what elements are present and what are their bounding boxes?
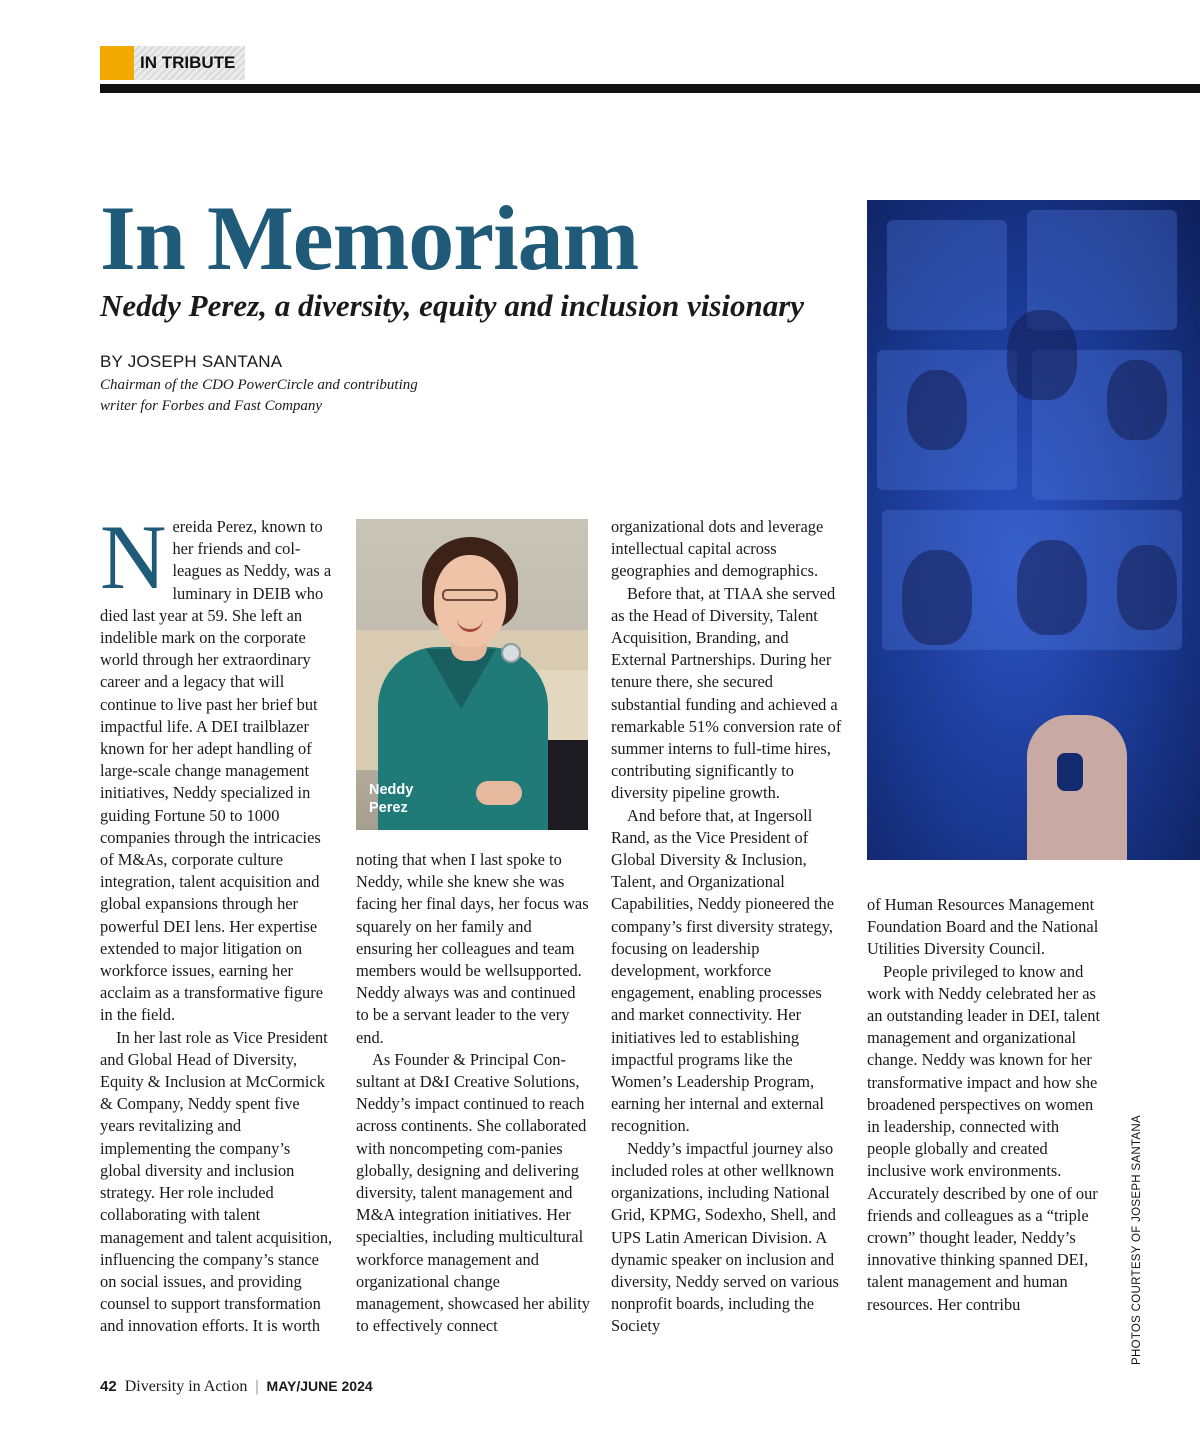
article-paragraph: People privileged to know and work with Neddy celebrated her as an outstanding leader in DEI, talent management and organizational change. Neddy was known for her transformative impact and how she broadened perspectives on women in leadership, connected with people globally and created inclusive work environments. Accurately described by one of our friends and colleagues as a “triple crown” thought leader, Neddy’s innovative thinking spanned DEI, talent management and human resources. Her contribu bbox=[867, 961, 1101, 1314]
issue-date: MAY/JUNE 2024 bbox=[266, 1378, 373, 1394]
article-column-3 bbox=[611, 516, 845, 1338]
headline: In Memoriam bbox=[100, 187, 639, 289]
article-paragraph: ereida Perez, known to her friends and colleagues as Neddy, was a luminary in DEIB who died last year at 59. She left an indelible mark on the corporate world through her extraordinary career and a legacy that will continue to live past her brief but impactful life. A DEI trailblazer known for her adept handling of large-scale change management initiatives, Neddy specialized in guiding Fortune 50 to 1000 companies through the intricacies of M&As, corporate culture integration, talent acquisition and global expansions through her powerful DEI lens. Her expertise extended to major litigation on workforce issues, earning her acclaim as a transformative figure in the field. bbox=[100, 517, 332, 1025]
article-paragraph: of Human Resources Management Foundation Board and the National Utilities Diversity Council. bbox=[867, 895, 1099, 959]
article-paragraph: organizational dots and leverage intellectual capital across geographies and demographics. bbox=[611, 517, 824, 581]
photo-caption bbox=[369, 781, 413, 817]
article-paragraph: In her last role as Vice President and Global Head of Diversity, Equity & Inclusion at McCormick & Company, Neddy spent five years revitalizing and implementing the company’s global diversity and inclusion strategy. Her role included collaborating with talent management and talent acquisition, influencing the company’s stance on social issues, and providing counsel to support transformation and innovation efforts. It is worth bbox=[100, 1027, 333, 1336]
author-bio bbox=[100, 375, 460, 417]
page-footer bbox=[100, 1378, 373, 1396]
section-tag-color-block bbox=[100, 46, 134, 80]
article-paragraph: noting that when I last spoke to Neddy, while she knew she was facing her final days, her focus was squarely on her family and ensuring her colleagues and team members would be wellsupported. Neddy always was and continued to be a servant leader to the very end. bbox=[356, 850, 589, 1047]
photo-caption-line: Neddy bbox=[369, 782, 414, 798]
photo-credit: PHOTOS COURTESY OF JOSEPH SANTANA bbox=[1131, 1115, 1143, 1365]
drop-cap: N bbox=[100, 506, 167, 608]
brooch-icon bbox=[501, 643, 521, 663]
article-paragraph: As Founder & Principal Consultant at D&I Creative Solutions, Neddy’s impact continued to reach across continents. She collaborated with noncompeting com-panies globally, designing and delivering diversity, talent management and M&A integration initiatives. Her specialties, including multicultural workforce management and organizational change management, showcased her ability to effectively connect bbox=[356, 1049, 590, 1336]
author-bio-line: writer for Forbes and Fast Company bbox=[100, 398, 323, 414]
article-column-4 bbox=[867, 894, 1101, 1316]
article-column-2 bbox=[356, 849, 590, 1337]
event-photo bbox=[867, 200, 1200, 860]
article-paragraph: Before that, at TIAA she served as the Head of Diversity, Talent Acquisition, Branding, and External Partnerships. During her tenure there, she secured substantial funding and achieved a remarkable 51% conversion rate of summer interns to full-time hires, contributing significantly to diversity pipeline growth. bbox=[611, 583, 842, 803]
portrait-photo bbox=[356, 519, 588, 830]
page-number: 42 bbox=[100, 1378, 117, 1395]
article-paragraph: Neddy’s impactful journey also included roles at other wellknown organizations, including National Grid, KPMG, Sodexho, Shell, and UPS Latin American Division. A dynamic speaker on inclusion and diversity, Neddy served on various nonprofit boards, including the Society bbox=[611, 1138, 839, 1336]
article-column-1 bbox=[100, 506, 334, 1338]
author-bio-line: Chairman of the CDO PowerCircle and contributing bbox=[100, 377, 418, 393]
byline-author: BY JOSEPH SANTANA bbox=[100, 352, 283, 371]
article-paragraph: And before that, at Ingersoll Rand, as the Vice President of Global Diversity & Inclusion, Talent, and Organizational Capabilities, Neddy pioneered the company’s first diversity strategy, focusing on leadership development, workforce engagement, enabling processes and market connectivity. Her initiatives led to establishing impactful programs like the Women’s Leadership Program, earning her internal and external recognition. bbox=[611, 805, 835, 1136]
chair-shape bbox=[1027, 715, 1127, 860]
deck-subtitle: Neddy Perez, a diversity, equity and inclusion visionary bbox=[100, 288, 805, 323]
section-tag bbox=[100, 46, 255, 80]
top-rule-divider bbox=[100, 84, 1200, 93]
photo-caption-line: Perez bbox=[369, 800, 408, 816]
section-label: IN TRIBUTE bbox=[134, 46, 245, 80]
publication-name: Diversity in Action bbox=[124, 1378, 248, 1395]
footer-separator: | bbox=[255, 1378, 259, 1395]
